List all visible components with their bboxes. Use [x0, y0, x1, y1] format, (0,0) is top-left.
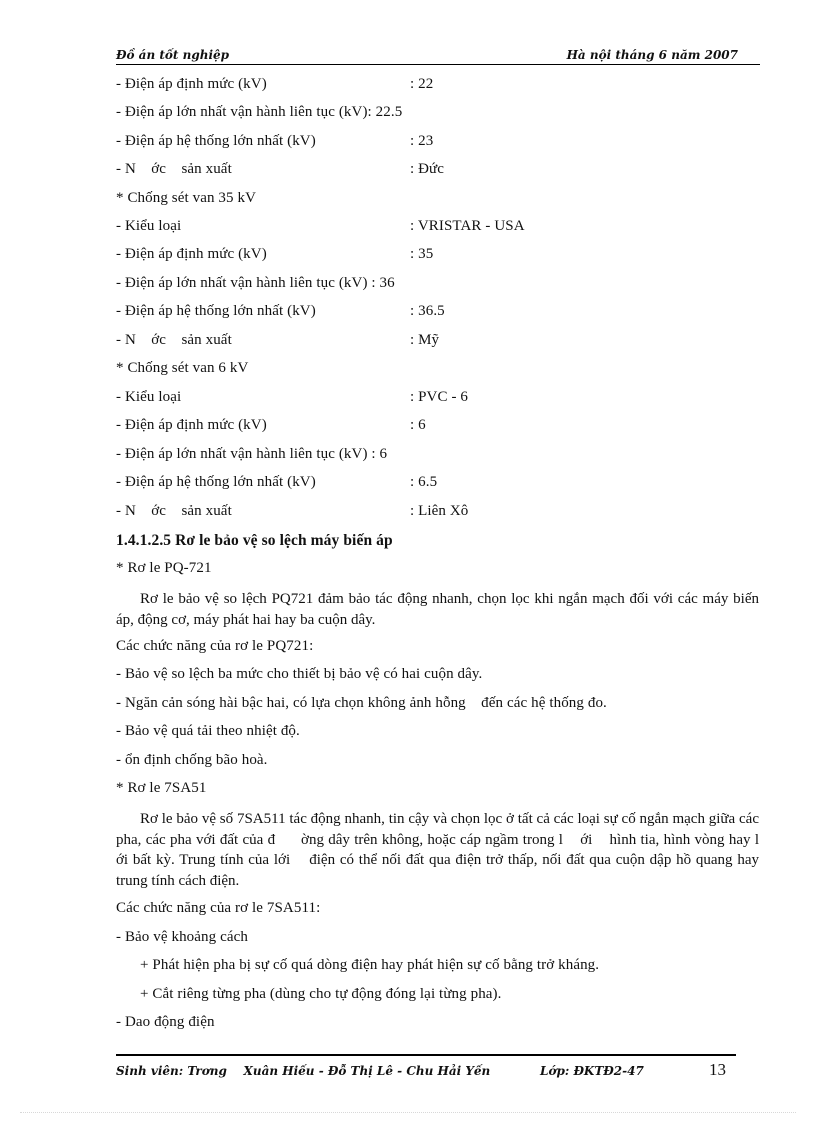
spec-row: [116, 76, 434, 93]
spec-row: [116, 104, 402, 121]
spec-value: : 22: [410, 76, 434, 92]
relay-title-7sa51: * Rơ le 7SA51: [116, 780, 207, 796]
spec-value: : 6: [371, 446, 388, 462]
spec-row: [116, 332, 440, 349]
spec-row: [116, 218, 525, 235]
spec-row: [116, 503, 469, 520]
footer-divider: [116, 1054, 736, 1056]
spec-value: : 23: [410, 133, 434, 149]
section-title-6kv: * Chống sét van 6 kV: [116, 360, 249, 376]
spec-value: : 22.5: [367, 104, 403, 120]
relay-title-pq721: * Rơ le PQ-721: [116, 560, 212, 576]
pq721-intro: Rơ le bảo vệ so lệch PQ721 đảm bảo tác động nhanh, chọn lọc khi ngắn mạch đối với các máy biến áp, động cơ, máy phát hai hay ba cuộn dây.: [116, 591, 759, 628]
header-title: Đồ án tốt nghiệp: [116, 48, 230, 62]
7sa51-distance-protection: - Bảo vệ khoảng cách: [116, 929, 248, 945]
spec-value: : 36: [371, 275, 395, 291]
spec-label: - Điện áp hệ thống lớn nhất (kV): [116, 303, 316, 319]
pq721-function: - Bảo vệ quá tải theo nhiệt độ.: [116, 723, 300, 739]
page-edge: [20, 1112, 796, 1113]
spec-label: - Điện áp lớn nhất vận hành liên tục (kV): [116, 446, 368, 462]
spec-label: - Điện áp định mức (kV): [116, 76, 267, 92]
page-number: 13: [709, 1060, 726, 1079]
spec-value: : 6: [410, 417, 426, 433]
spec-row: [116, 417, 426, 434]
spec-value: : Mỹ: [410, 332, 440, 348]
section-heading: 1.4.1.2.5 Rơ le bảo vệ so lệch máy biến áp: [116, 532, 393, 549]
spec-value: : 35: [410, 246, 434, 262]
spec-value: : VRISTAR - USA: [410, 218, 525, 234]
spec-row: [116, 303, 445, 320]
spec-label: - Điện áp hệ thống lớn nhất (kV): [116, 133, 316, 149]
spec-label: - Điện áp hệ thống lớn nhất (kV): [116, 474, 316, 490]
spec-label: - Kiểu loại: [116, 218, 182, 234]
section-title-35kv: * Chống sét van 35 kV: [116, 190, 257, 206]
7sa51-sub-item: + Cắt riêng từng pha (dùng cho tự động đóng lại từng pha).: [140, 986, 502, 1002]
spec-value: : Liên Xô: [410, 503, 469, 519]
pq721-function: - ổn định chống bão hoà.: [116, 752, 268, 768]
spec-row: [116, 275, 395, 292]
spec-value: : 6.5: [410, 474, 438, 490]
7sa51-sub-item: + Phát hiện pha bị sự cố quá dòng điện hay phát hiện sự cố bằng trở kháng.: [140, 957, 600, 973]
pq721-function: - Bảo vệ so lệch ba mức cho thiết bị bảo vệ có hai cuộn dây.: [116, 666, 483, 682]
spec-label: - Điện áp định mức (kV): [116, 246, 267, 262]
7sa51-functions-title: Các chức năng của rơ le 7SA511:: [116, 900, 321, 916]
spec-label: - Điện áp lớn nhất vận hành liên tục (kV): [116, 104, 368, 120]
spec-row: [116, 246, 434, 263]
spec-value: : PVC - 6: [410, 389, 468, 405]
spec-row: [116, 474, 438, 491]
spec-label: - Kiểu loại: [116, 389, 182, 405]
header-date: Hà nội tháng 6 năm 2007: [566, 48, 738, 62]
7sa51-oscillation: - Dao động điện: [116, 1014, 215, 1030]
7sa51-intro: Rơ le bảo vệ số 7SA511 tác động nhanh, tin cậy và chọn lọc ở tất cả các loại sự cố ngắn mạch giữa các pha, các pha với đất của đ ờng dây trên không, hoặc cáp ngầm trong l ới hình tia, hình vòng hay l ới bất kỳ. Trung tính của lới điện có thể nối đất qua điện trở thấp, nối đất qua cuộn dập hồ quang hay trung tính cách điện.: [116, 811, 782, 889]
pq721-function: - Ngăn cản sóng hài bậc hai, có lựa chọn không ảnh hỗng đến các hệ thống đo.: [116, 695, 607, 711]
footer-students: Sinh viên: Trơng Xuân Hiếu - Đỗ Thị Lê - Chu Hải Yến: [116, 1064, 491, 1078]
footer-class: Lớp: ĐKTĐ2-47: [540, 1064, 644, 1078]
spec-label: - N ớc sản xuất: [116, 503, 232, 519]
page-footer: [116, 1062, 736, 1082]
pq721-functions-title: Các chức năng của rơ le PQ721:: [116, 638, 314, 654]
spec-label: - N ớc sản xuất: [116, 332, 232, 348]
page-header: [116, 46, 760, 65]
spec-row: [116, 446, 387, 463]
spec-label: - Điện áp lớn nhất vận hành liên tục (kV): [116, 275, 368, 291]
spec-row: [116, 133, 434, 150]
spec-value: : 36.5: [410, 303, 445, 319]
spec-row: [116, 161, 445, 178]
spec-row: [116, 389, 468, 406]
spec-label: - Điện áp định mức (kV): [116, 417, 267, 433]
spec-value: : Đức: [410, 161, 445, 177]
spec-label: - N ớc sản xuất: [116, 161, 232, 177]
